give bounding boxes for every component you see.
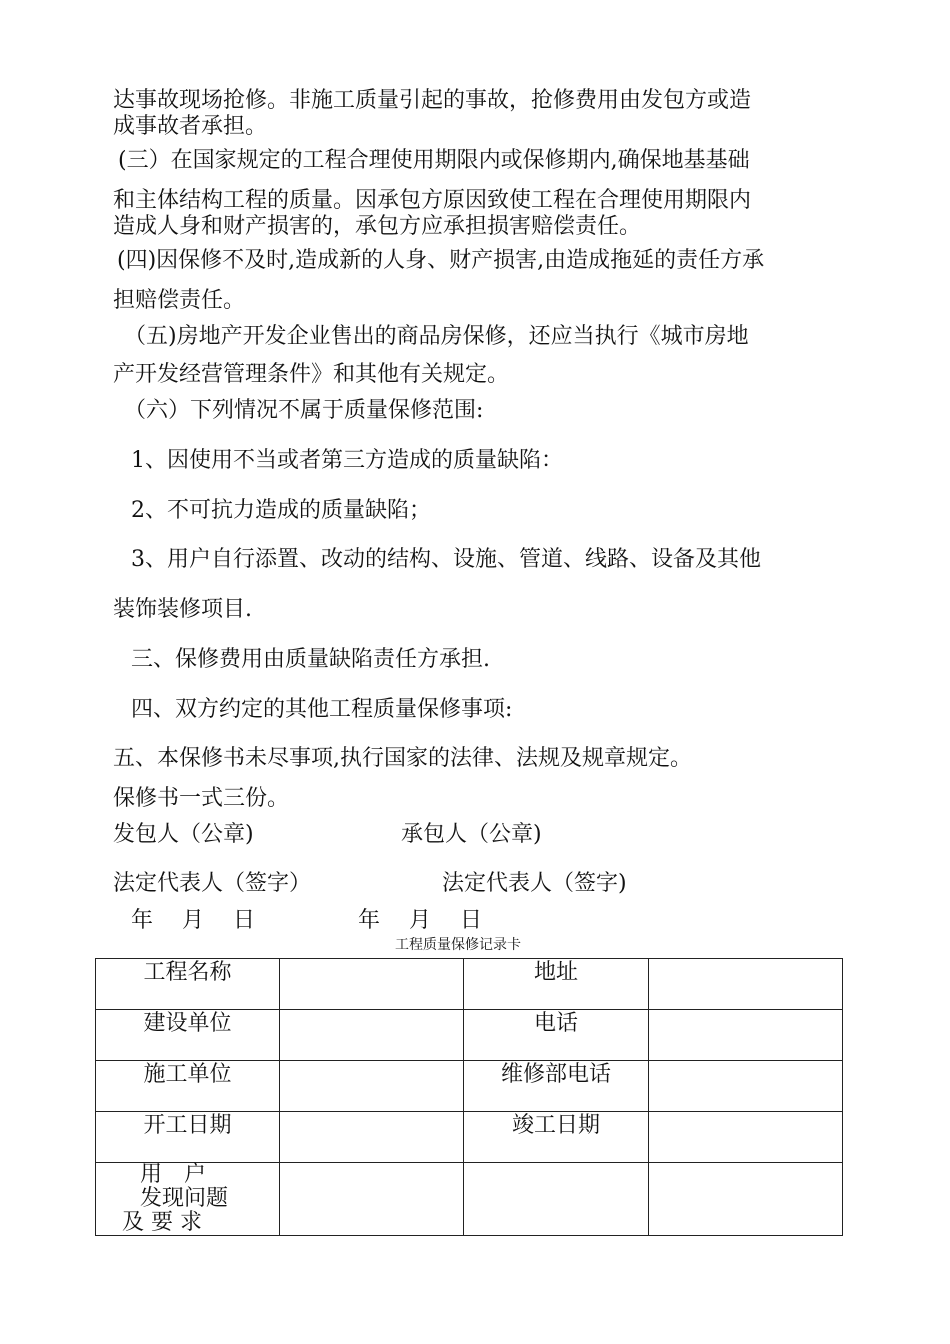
paragraph-line: 三、保修费用由质量缺陷责任方承担. xyxy=(131,647,490,672)
paragraph-line: 达事故现场抢修。非施工质量引起的事故，抢修费用由发包方或造 xyxy=(113,88,752,113)
builder-unit-label: 施工单位 xyxy=(96,1061,280,1112)
table-row xyxy=(96,1010,843,1061)
paragraph-line: 和主体结构工程的质量。因承包方原因致使工程在合理使用期限内 xyxy=(113,188,752,213)
repair-phone-label: 维修部电话 xyxy=(464,1061,649,1112)
paragraph-line: 产开发经营管理条件》和其他有关规定。 xyxy=(113,362,510,387)
completion-date-label: 竣工日期 xyxy=(464,1112,649,1163)
user-issues-label-cell xyxy=(96,1163,280,1236)
address-label: 地址 xyxy=(464,959,649,1010)
paragraph-line: (四)因保修不及时,造成新的人身、财产损害,由造成拖延的责任方承 xyxy=(117,248,765,273)
project-name-field[interactable] xyxy=(280,959,464,1010)
user-issues-label xyxy=(96,1163,279,1235)
phone-field[interactable] xyxy=(649,1010,843,1061)
builder-unit-field[interactable] xyxy=(280,1061,464,1112)
record-card-table xyxy=(95,958,843,1236)
date-left: 年 月 日 xyxy=(131,908,255,933)
user-issues-field[interactable] xyxy=(464,1163,649,1236)
employer-seal-label: 发包人（公章) xyxy=(113,822,254,847)
paragraph-line: 装饰装修项目. xyxy=(113,597,252,622)
paragraph-line: 2、不可抗力造成的质量缺陷； xyxy=(131,498,431,523)
paragraph-line: 保修书一式三份。 xyxy=(113,786,290,811)
record-card-title: 工程质量保修记录卡 xyxy=(395,937,521,953)
contractor-seal-label: 承包人（公章) xyxy=(401,822,542,847)
paragraph-line: （五)房地产开发企业售出的商品房保修，还应当执行《城市房地 xyxy=(124,324,749,349)
paragraph-line: 造成人身和财产损害的，承包方应承担损害赔偿责任。 xyxy=(113,214,642,239)
address-field[interactable] xyxy=(649,959,843,1010)
construction-unit-field[interactable] xyxy=(280,1010,464,1061)
contractor-rep-label: 法定代表人（签字) xyxy=(442,871,627,896)
paragraph-line: 四、双方约定的其他工程质量保修事项: xyxy=(131,697,513,722)
construction-unit-label: 建设单位 xyxy=(96,1010,280,1061)
table-row xyxy=(96,1112,843,1163)
completion-date-field[interactable] xyxy=(649,1112,843,1163)
user-issues-label-line: 用 户 xyxy=(140,1162,207,1187)
paragraph-line: 五、本保修书未尽事项,执行国家的法律、法规及规章规定。 xyxy=(113,746,692,771)
user-issues-label-line: 发现问题 xyxy=(140,1186,229,1211)
start-date-label: 开工日期 xyxy=(96,1112,280,1163)
table-row xyxy=(96,1163,843,1236)
employer-rep-label: 法定代表人（签字） xyxy=(113,871,312,896)
phone-label: 电话 xyxy=(464,1010,649,1061)
date-right: 年 月 日 xyxy=(358,908,482,933)
paragraph-line: 3、用户自行添置、改动的结构、设施、管道、线路、设备及其他 xyxy=(131,547,761,572)
paragraph-line: （六）下列情况不属于质量保修范围: xyxy=(124,398,484,423)
start-date-field[interactable] xyxy=(280,1112,464,1163)
table-row xyxy=(96,959,843,1010)
paragraph-line: 担赔偿责任。 xyxy=(113,288,246,313)
paragraph-line: 成事故者承担。 xyxy=(113,114,268,139)
paragraph-line: (三）在国家规定的工程合理使用期限内或保修期内,确保地基基础 xyxy=(118,148,750,173)
repair-phone-field[interactable] xyxy=(649,1061,843,1112)
paragraph-line: 1、因使用不当或者第三方造成的质量缺陷： xyxy=(131,448,563,473)
user-issues-label-line: 及 要 求 xyxy=(122,1210,202,1235)
table-row xyxy=(96,1061,843,1112)
user-issues-field[interactable] xyxy=(280,1163,464,1236)
project-name-label: 工程名称 xyxy=(96,959,280,1010)
user-issues-field[interactable] xyxy=(649,1163,843,1236)
